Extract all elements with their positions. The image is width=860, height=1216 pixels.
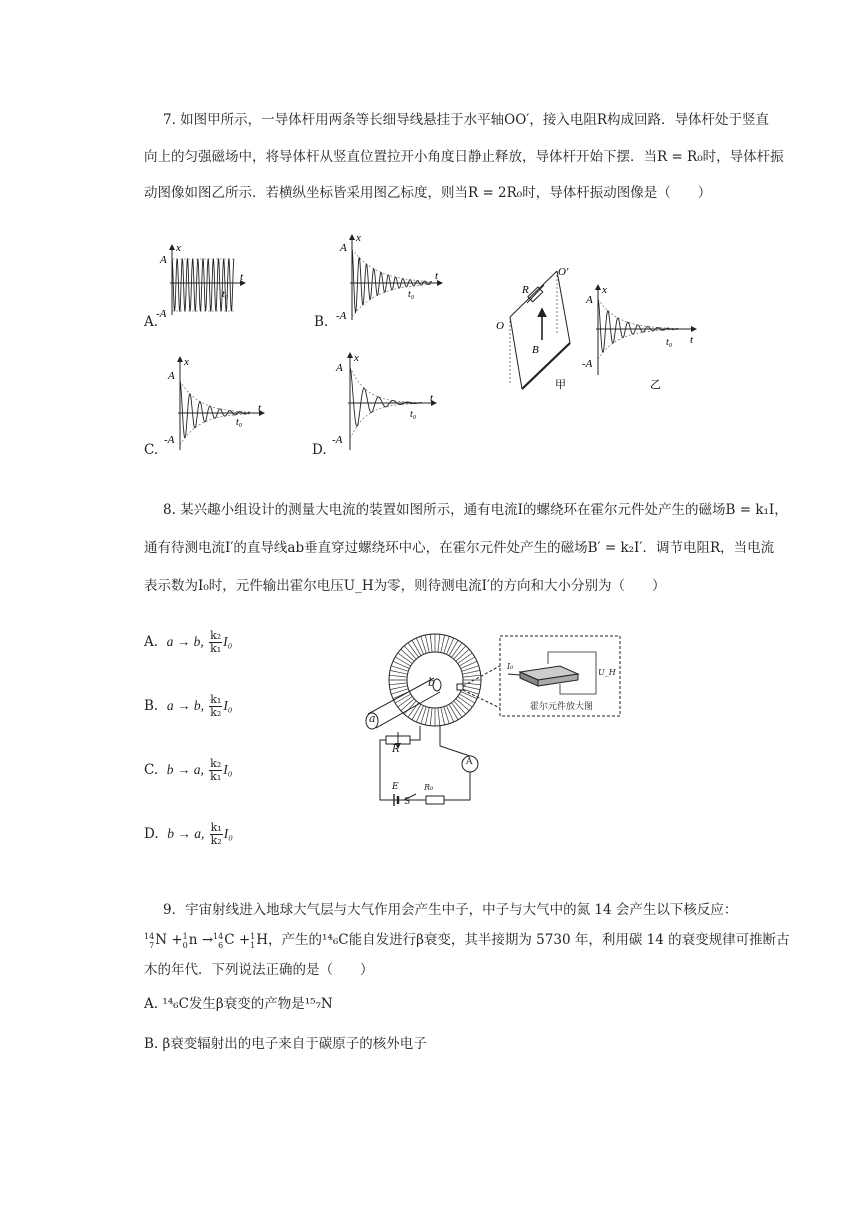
coil-turn — [438, 634, 440, 652]
coil-turn — [430, 708, 432, 726]
q7-option-d: D. — [312, 442, 327, 458]
graph-c-t: t — [258, 402, 262, 414]
q7-option-c: C. — [144, 442, 159, 458]
coil-turn — [462, 686, 480, 690]
coil-turn — [421, 636, 427, 653]
graph-a-negA: -A — [156, 308, 167, 320]
yi-t0: t₀ — [666, 337, 673, 348]
q8-lbl-a: a — [369, 712, 376, 725]
graph-b-negA: -A — [336, 310, 347, 322]
graph-b-x: x — [356, 232, 361, 244]
coil-turn — [444, 636, 450, 653]
coil-turn — [459, 657, 475, 666]
yi-caption: 乙 — [650, 379, 661, 391]
graph-a-x: x — [176, 242, 181, 254]
q7-figures — [130, 225, 710, 465]
coil-turn — [462, 670, 480, 674]
jia-B: B — [532, 344, 539, 356]
q7-option-b: B. — [314, 314, 329, 330]
graph-a-t0: t₀ — [222, 289, 229, 300]
coil-turn — [456, 649, 469, 661]
coil-turn — [425, 707, 429, 725]
q8-lbl-b: b — [428, 676, 436, 689]
q9-line-2: 14 7 N + 1 0 n → 14 6 C + 1 1 H，产生的¹⁴₆C能自发进行β衰变，其半接期为 5730 年，利用碳 14 的衰变规律可推断古 — [144, 931, 790, 950]
coil-turn — [408, 643, 419, 658]
coil-turn — [430, 634, 432, 652]
coil-turn — [404, 701, 416, 714]
q9-option-b: B. β衰变辐射出的电子来自于碳原子的核外电子 — [144, 1036, 427, 1052]
q7-option-a: A. — [144, 314, 159, 330]
coil-turn — [389, 675, 407, 677]
q8-fig-caption: 霍尔元件放大图 — [530, 702, 594, 712]
jia-R: R — [522, 284, 529, 296]
graph-option-d — [348, 353, 436, 450]
q8-lbl-R0: R₀ — [424, 783, 434, 792]
q8-option-a: A. a → b, $\frac{\text{k₂}}{\text{k₁}}$ I₀ — [144, 629, 233, 655]
yi-t: t — [690, 334, 694, 346]
jia-O: O — [496, 320, 504, 332]
figure-jia — [510, 271, 570, 389]
graph-a-t: t — [240, 271, 244, 283]
coil-turn — [390, 686, 408, 690]
graph-d-A: A — [336, 362, 343, 374]
coil-turn — [389, 683, 407, 685]
graph-c-negA: -A — [164, 434, 175, 446]
coil-turn — [404, 646, 416, 659]
q8-lbl-R: R — [392, 744, 400, 755]
q9-line-3: 木的年代．下列说法正确的是（ ） — [144, 962, 374, 978]
q8-lbl-S: S — [404, 797, 411, 807]
coil-turn — [452, 643, 463, 658]
graph-b-t0: t₀ — [408, 289, 415, 300]
coil-turn — [449, 704, 458, 720]
coil-turn — [398, 653, 413, 664]
graph-d-t0: t₀ — [410, 409, 417, 420]
q7-line-3: 动图像如图乙所示．若横纵坐标皆采用图乙标度，则当R = 2R₀时，导体杆振动图像是（ ） — [144, 185, 712, 201]
coil-turn — [395, 657, 411, 666]
graph-option-b — [350, 235, 442, 320]
coil-turn — [401, 649, 414, 661]
q8-lbl-E: E — [392, 782, 399, 792]
coil-turn — [444, 707, 450, 724]
q9-option-a: A. ¹⁴₆C发生β衰变的产物是¹⁵₇N — [144, 996, 333, 1012]
coil-turn — [459, 694, 475, 703]
graph-option-a — [170, 245, 245, 322]
graph-c-A: A — [168, 370, 175, 382]
q8-option-c: C. b → a, $\frac{\text{k₂}}{\text{k₁}}$ I₀ — [144, 757, 233, 783]
coil-turn — [463, 675, 481, 677]
q8-line-2: 通有待测电流I′的直导线ab垂直穿过螺绕环中心，在霍尔元件处产生的磁场B′ = k₂I′．调节电阻R，当电流 — [144, 540, 775, 556]
coil-turn — [458, 697, 473, 708]
coil-turn — [458, 653, 473, 664]
coil-turn — [452, 703, 463, 718]
coil-turn — [438, 708, 440, 726]
graph-d-negA: -A — [332, 434, 343, 446]
coil-turn — [421, 707, 427, 724]
graph-c-t0: t₀ — [236, 417, 243, 428]
coil-turn — [401, 699, 414, 711]
q8-lbl-UH: U_H — [598, 668, 616, 677]
graph-d-x: x — [354, 352, 359, 364]
q8-line-3: 表示数为I₀时，元件输出霍尔电压U_H为零，则待测电流I′的方向和大小分别为（ ） — [144, 578, 666, 594]
q7-line-1: 7. 如图甲所示，一导体杆用两条等长细导线悬挂于水平轴OO′，接入电阻R构成回路．导体杆处于竖直 — [163, 112, 770, 128]
graph-a-A: A — [160, 254, 167, 266]
q8-line-1: 8. 某兴趣小组设计的测量大电流的装置如图所示，通有电流I的螺绕环在霍尔元件处产生的磁场B = k₁I， — [163, 502, 788, 518]
q8-lbl-A: A — [466, 757, 473, 767]
graph-c-x: x — [184, 356, 189, 368]
yi-A: A — [586, 294, 593, 306]
q9-line-1: 9．宇宙射线进入地球大气层与大气作用会产生中子，中子与大气中的氮 14 会产生以下核反应： — [163, 902, 738, 918]
yi-negA: -A — [582, 358, 593, 370]
jia-O2: O′ — [558, 266, 569, 278]
coil-turn — [398, 697, 413, 708]
jia-caption: 甲 — [555, 379, 566, 391]
q8-lbl-I0: I₀ — [507, 662, 514, 671]
graph-b-t: t — [435, 270, 439, 282]
coil-turn — [462, 666, 479, 672]
coil-turn — [441, 635, 445, 653]
coil-turn — [390, 670, 408, 674]
coil-turn — [454, 701, 466, 714]
coil-turn — [425, 635, 429, 653]
graph-option-c — [178, 357, 264, 450]
coil-turn — [449, 640, 458, 656]
graph-d-t: t — [430, 392, 434, 404]
coil-turn — [441, 707, 445, 725]
coil-turn — [391, 666, 408, 672]
q8-option-b: B. a → b, $\frac{\text{k₁}}{\text{k₂}}$ I₀ — [144, 693, 233, 719]
yi-x: x — [602, 284, 607, 296]
coil-turn — [454, 646, 466, 659]
q8-option-d: D. b → a, $\frac{\text{k₁}}{\text{k₂}}$ I₀ — [144, 821, 233, 847]
figure-yi — [596, 285, 696, 375]
graph-b-A: A — [340, 242, 347, 254]
q8-figure — [360, 628, 630, 808]
coil-turn — [412, 640, 421, 656]
q7-line-2: 向上的匀强磁场中，将导体杆从竖直位置拉开小角度日静止释放，导体杆开始下摆．当R = R₀时，导体杆振 — [144, 149, 784, 165]
coil-turn — [456, 699, 469, 711]
